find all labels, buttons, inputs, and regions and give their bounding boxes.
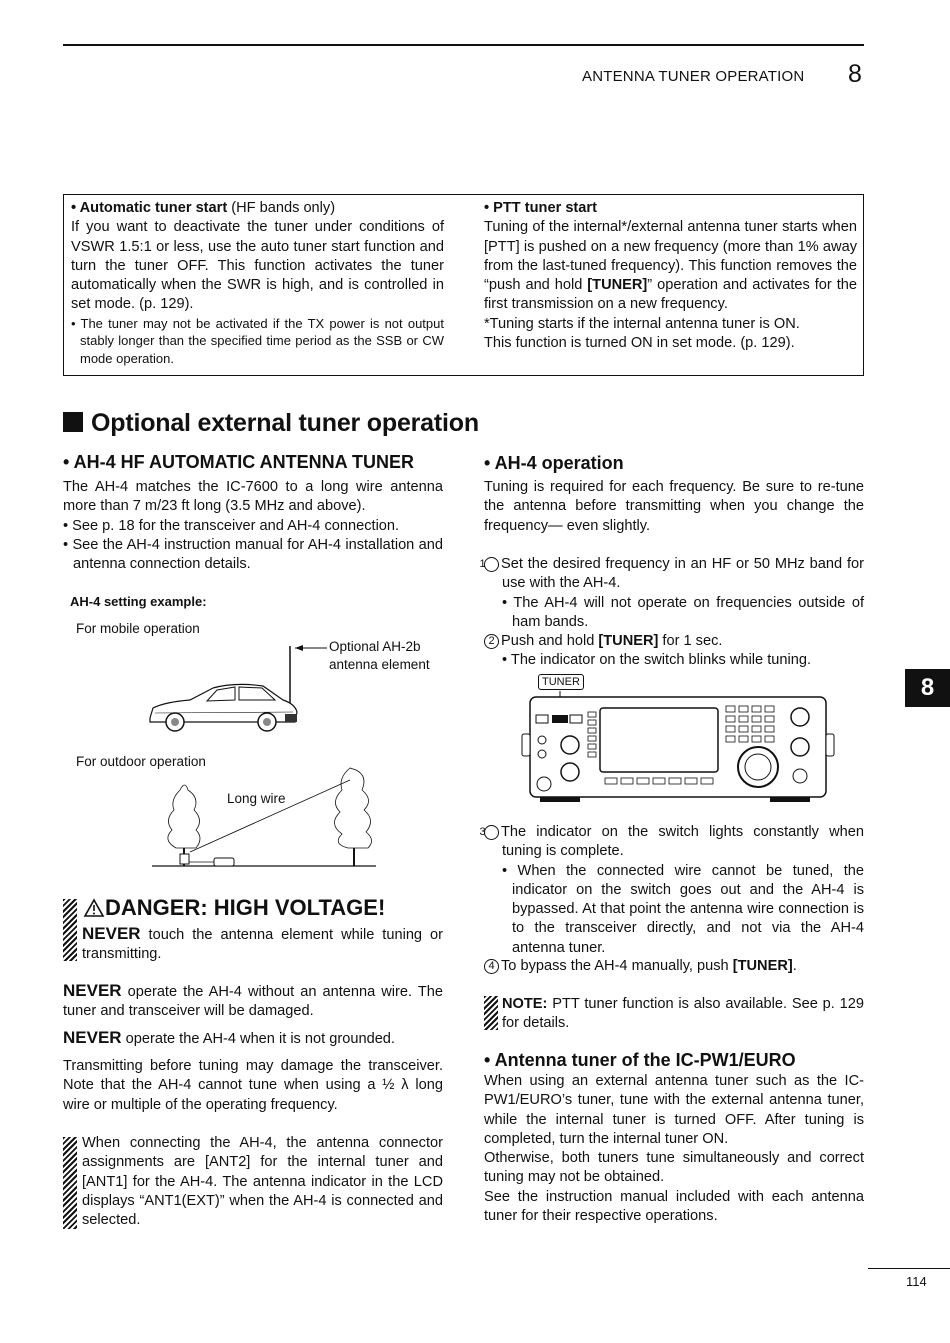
never-word: NEVER [63, 1028, 122, 1047]
ah4-title: • AH-4 HF AUTOMATIC ANTENNA TUNER [63, 452, 414, 472]
ptt-note: NOTE: PTT tuner function is also available. See p. 129 for details. [502, 996, 864, 1032]
ah4-bullet-2: • See the AH-4 instruction manual for AH-4 installation and antenna connection details. [63, 536, 443, 573]
pw1-text-3: See the instruction manual included with each antenna tuner for their respective operations. [484, 1188, 864, 1225]
step-2-number: 2 [484, 634, 499, 649]
mobile-label: For mobile operation [76, 621, 200, 636]
warning-triangle-icon [83, 898, 105, 918]
auto-tuner-text: If you want to deactivate the tuner under conditions of VSWR 1.5:1 or less, use the auto tuner start function and turn the tuner OFF. This function activates the tuner automatically when the SWR is high, and is controlled in set mode. (p. 129). [71, 219, 444, 313]
section-title: Optional external tuner operation [63, 409, 479, 438]
ah4-description [63, 478, 443, 574]
chapter-number: 8 [848, 60, 862, 88]
header-rule [63, 44, 864, 46]
never-word: NEVER [82, 924, 141, 943]
ah4-text: The AH-4 matches the IC-7600 to a long wire antenna more than 7 m/23 ft long (3.5 MHz and above). [63, 479, 443, 515]
square-bullet-icon [63, 412, 83, 432]
car-illustration [145, 630, 335, 740]
note-label: NOTE: [502, 996, 548, 1012]
tuner-key-ref: [TUNER] [598, 633, 659, 649]
danger-title: DANGER: HIGH VOLTAGE! [105, 895, 386, 920]
ah4-bullet-1: • See p. 18 for the transceiver and AH-4 connection. [63, 517, 400, 534]
step-3: 3 The indicator on the switch lights constantly when tuning is complete. • When the connected wire cannot be tuned, the indicator on the switch goes out and the AH-4 is bypassed. At that point the antenna wire connection is to the transceiver directly, and not via the AH-4 antenna tuner. [484, 823, 864, 958]
danger-text: NEVER touch the antenna element while tuning or transmitting. [82, 924, 443, 963]
ptt-tuner-title: • PTT tuner start [484, 200, 597, 216]
note-hatch [63, 1137, 77, 1229]
ptt-note-2: This function is turned ON in set mode. (p. 129). [484, 335, 795, 352]
tuner-key-ref: [TUNER] [587, 277, 648, 294]
outdoor-illustration [150, 760, 380, 872]
ptt-tuner-start [484, 199, 857, 353]
pw1-text [484, 1072, 864, 1226]
footer-rule [868, 1268, 950, 1269]
tuner-start-box [63, 194, 864, 376]
auto-tuner-title-suffix: (HF bands only) [227, 200, 336, 216]
pw1-text-2: Otherwise, both tuners tune simultaneously and correct tuning may not be obtained. [484, 1150, 864, 1186]
step-1: 1 Set the desired frequency in an HF or 50 MHz band for use with the AH-4. • The AH-4 will not operate on frequencies outside of ham bands. [484, 555, 864, 632]
step-3-number: 3 [484, 825, 499, 840]
step-3-sub: • When the connected wire cannot be tuned, the indicator on the switch goes out and the AH-4 is bypassed. At that point the antenna wire connection is to the transceiver directly, and not via the AH-4 antenna tuner. [502, 862, 864, 956]
pw1-text-1: When using an external antenna tuner such as the IC-PW1/EURO’s tuner, tune with the external antenna tuner, while the internal tuner is turned OFF. After tuning is completed, turn the internal tuner ON. [484, 1073, 864, 1147]
note-hatch-right [484, 996, 498, 1030]
step-1-number: 1 [484, 557, 499, 572]
step-4-number: 4 [484, 959, 499, 974]
pw1-title: • Antenna tuner of the IC-PW1/EURO [484, 1050, 796, 1070]
ptt-note-1: *Tuning starts if the internal antenna tuner is ON. [484, 315, 800, 332]
transceiver-illustration [520, 690, 840, 805]
step-1-sub: • The AH-4 will not operate on frequencies outside of ham bands. [502, 594, 864, 630]
ptt-tuner-text: Tuning of the internal*/external antenna tuner starts when [PTT] is pushed on a new frequency (more than 1% away from the last-tuned frequency). This function removes the “push and hold [TUNER]” operation and activates for the first transmission on a new frequency. [484, 219, 857, 313]
step-2: 2 Push and hold [TUNER] for 1 sec. • The indicator on the switch blinks while tuning. [484, 632, 864, 671]
page-number: 114 [906, 1274, 927, 1289]
never-no-wire: NEVER operate the AH-4 without an antenna wire. The tuner and transceiver will be damaged. [63, 981, 443, 1020]
never-not-grounded: NEVER operate the AH-4 when it is not grounded. [63, 1028, 395, 1047]
danger-hatch [63, 899, 77, 961]
never-word: NEVER [63, 981, 122, 1000]
chapter-tab: 8 [905, 669, 950, 707]
antenna-label-2: antenna element [329, 657, 430, 672]
auto-tuner-note: • The tuner may not be activated if the TX power is not output stably longer than the specified time period as the SSB or CW mode operation. [71, 315, 444, 366]
longwire-label: Long wire [227, 791, 286, 806]
ah4-operation-title: • AH-4 operation [484, 453, 624, 473]
transmit-warning: Transmitting before tuning may damage the transceiver. Note that the AH-4 cannot tune when using a ½ λ long wire or multiple of the operating frequency. [63, 1058, 443, 1113]
tuner-callout: TUNER [538, 674, 584, 690]
connect-note: When connecting the AH-4, the antenna connector assignments are [ANT2] for the internal tuner and [ANT1] for the AH-4. The antenna indicator in the LCD displays “ANT1(EXT)” when the AH-4 is connected and selected. [82, 1135, 443, 1229]
step-2-sub: • The indicator on the switch blinks while tuning. [502, 652, 812, 669]
auto-tuner-start [71, 199, 444, 367]
example-title: AH-4 setting example: [70, 594, 207, 609]
header-title: ANTENNA TUNER OPERATION [582, 68, 805, 85]
outdoor-label: For outdoor operation [76, 754, 206, 769]
auto-tuner-title: • Automatic tuner start [71, 200, 228, 216]
tuner-key-ref: [TUNER] [732, 958, 793, 974]
ah4-operation-text: Tuning is required for each frequency. Be sure to re-tune the antenna before transmitting when you change the frequency— even slightly. [484, 479, 864, 534]
step-4: 4 To bypass the AH-4 manually, push [TUNER]. [484, 957, 864, 976]
antenna-label-1: Optional AH-2b [329, 639, 421, 654]
